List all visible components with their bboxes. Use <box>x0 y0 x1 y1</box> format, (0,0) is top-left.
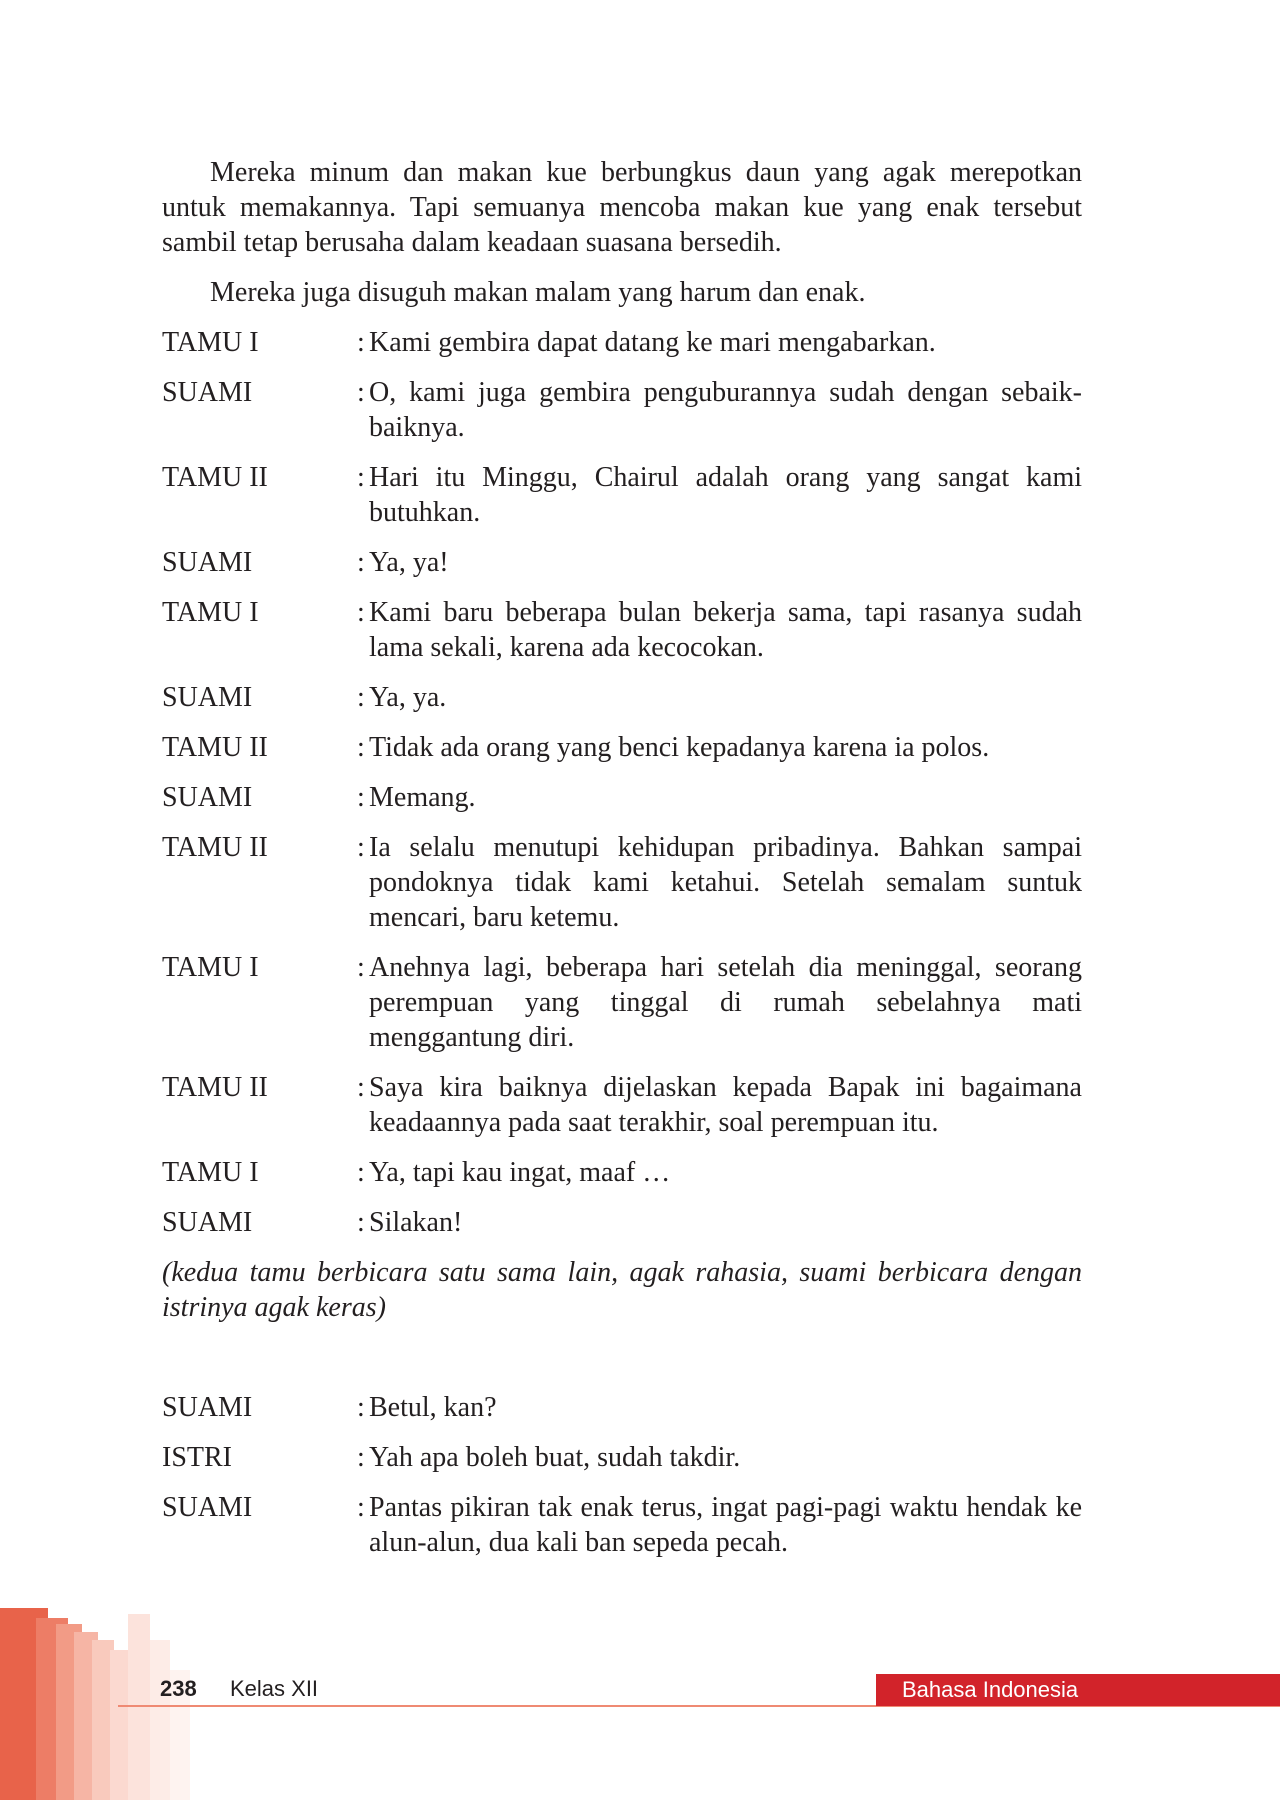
dialogue-line: SUAMI : Silakan! <box>162 1205 1082 1240</box>
speaker-name: SUAMI <box>162 782 253 813</box>
page-content <box>162 155 1082 1575</box>
class-label: Kelas XII <box>230 1676 319 1701</box>
speaker-name: ISTRI <box>162 1442 232 1473</box>
dialogue-line: TAMU II : Tidak ada orang yang benci kepadanya karena ia polos. <box>162 730 1082 765</box>
speaker-name: TAMU II <box>162 462 268 493</box>
speech-text: Memang. <box>369 782 476 813</box>
speech-text: Ia selalu menutupi kehidupan pribadinya. Bahkan sampai pondoknya tidak kami ketahui. Setelah semalam suntuk mencari, baru ketemu. <box>369 832 1082 933</box>
speaker-name: TAMU II <box>162 832 268 863</box>
speaker-name: TAMU II <box>162 1072 268 1103</box>
speaker-name: TAMU II <box>162 732 268 763</box>
speech-text: Silakan! <box>369 1207 463 1238</box>
speaker-name: SUAMI <box>162 377 253 408</box>
book-title-tab <box>876 1674 1280 1706</box>
dialogue-line: SUAMI : Memang. <box>162 780 1082 815</box>
speech-text: Kami gembira dapat datang ke mari mengabarkan. <box>369 327 936 358</box>
speech-text: Kami baru beberapa bulan bekerja sama, tapi rasanya sudah lama sekali, karena ada kecocokan. <box>369 597 1082 663</box>
speaker-name: SUAMI <box>162 1207 253 1238</box>
dialogue-line: SUAMI : O, kami juga gembira penguburannya sudah dengan sebaik-baiknya. <box>162 377 1082 443</box>
narration-paragraph: Mereka juga disuguh makan malam yang harum dan enak. <box>210 277 866 308</box>
speech-text: Ya, ya! <box>369 547 449 578</box>
dialogue-line: TAMU I : Kami gembira dapat datang ke mari mengabarkan. <box>162 325 1082 360</box>
speech-text: O, kami juga gembira penguburannya sudah dengan sebaik-baiknya. <box>369 377 1082 443</box>
book-title: Bahasa Indonesia <box>902 1677 1079 1702</box>
dialogue-line: TAMU II : Hari itu Minggu, Chairul adalah orang yang sangat kami butuhkan. <box>162 462 1082 528</box>
dialogue-line: ISTRI : Yah apa boleh buat, sudah takdir. <box>162 1440 1082 1475</box>
narration-paragraph: Mereka minum dan makan kue berbungkus daun yang agak merepotkan untuk memakannya. Tapi semuanya mencoba makan kue yang enak tersebut sambil tetap berusaha dalam keadaan suasana bersedih. <box>162 157 1082 258</box>
speaker-name: TAMU I <box>162 597 259 628</box>
speech-text: Yah apa boleh buat, sudah takdir. <box>369 1442 741 1473</box>
speech-text: Ya, ya. <box>369 682 447 713</box>
speaker-name: TAMU I <box>162 1157 259 1188</box>
speech-text: Tidak ada orang yang benci kepadanya karena ia polos. <box>369 732 990 763</box>
speech-text: Betul, kan? <box>369 1392 497 1423</box>
dialogue-line: TAMU II : Ia selalu menutupi kehidupan pribadinya. Bahkan sampai pondoknya tidak kami ketahui. Setelah semalam suntuk mencari, baru ketemu. <box>162 832 1082 933</box>
dialogue-line: SUAMI : Pantas pikiran tak enak terus, ingat pagi-pagi waktu hendak ke alun-alun, dua kali ban sepeda pecah. <box>162 1492 1082 1558</box>
speaker-name: SUAMI <box>162 682 253 713</box>
speaker-name: TAMU I <box>162 952 259 983</box>
speaker-name: SUAMI <box>162 547 253 578</box>
speaker-name: TAMU I <box>162 327 259 358</box>
speech-text: Pantas pikiran tak enak terus, ingat pagi-pagi waktu hendak ke alun-alun, dua kali ban sepeda pecah. <box>369 1492 1082 1558</box>
stage-direction: (kedua tamu berbicara satu sama lain, agak rahasia, suami berbicara dengan istrinya agak keras) <box>162 1257 1082 1323</box>
dialogue-line: SUAMI : Ya, ya! <box>162 545 1082 580</box>
dialogue-line: TAMU II : Saya kira baiknya dijelaskan kepada Bapak ini bagaimana keadaannya pada saat terakhir, soal perempuan itu. <box>162 1072 1082 1138</box>
dialogue-line: SUAMI : Betul, kan? <box>162 1390 1082 1425</box>
speech-text: Hari itu Minggu, Chairul adalah orang yang sangat kami butuhkan. <box>369 462 1082 528</box>
page-number: 238 <box>160 1676 197 1701</box>
dialogue-list <box>162 325 1082 1240</box>
dialogue-line: TAMU I : Ya, tapi kau ingat, maaf … <box>162 1155 1082 1190</box>
speaker-name: SUAMI <box>162 1392 253 1423</box>
speech-text: Ya, tapi kau ingat, maaf … <box>369 1157 671 1188</box>
dialogue-line: TAMU I : Anehnya lagi, beberapa hari setelah dia meninggal, seorang perempuan yang tinggal di rumah sebelahnya mati menggantung diri. <box>162 952 1082 1053</box>
speech-text: Anehnya lagi, beberapa hari setelah dia meninggal, seorang perempuan yang tinggal di rumah sebelahnya mati menggantung diri. <box>369 952 1082 1053</box>
speaker-name: SUAMI <box>162 1492 253 1523</box>
dialogue-line: SUAMI : Ya, ya. <box>162 680 1082 715</box>
speech-text: Saya kira baiknya dijelaskan kepada Bapak ini bagaimana keadaannya pada saat terakhir, soal perempuan itu. <box>369 1072 1082 1138</box>
dialogue-list-2 <box>162 1390 1082 1560</box>
dialogue-line: TAMU I : Kami baru beberapa bulan bekerja sama, tapi rasanya sudah lama sekali, karena ada kecocokan. <box>162 597 1082 663</box>
